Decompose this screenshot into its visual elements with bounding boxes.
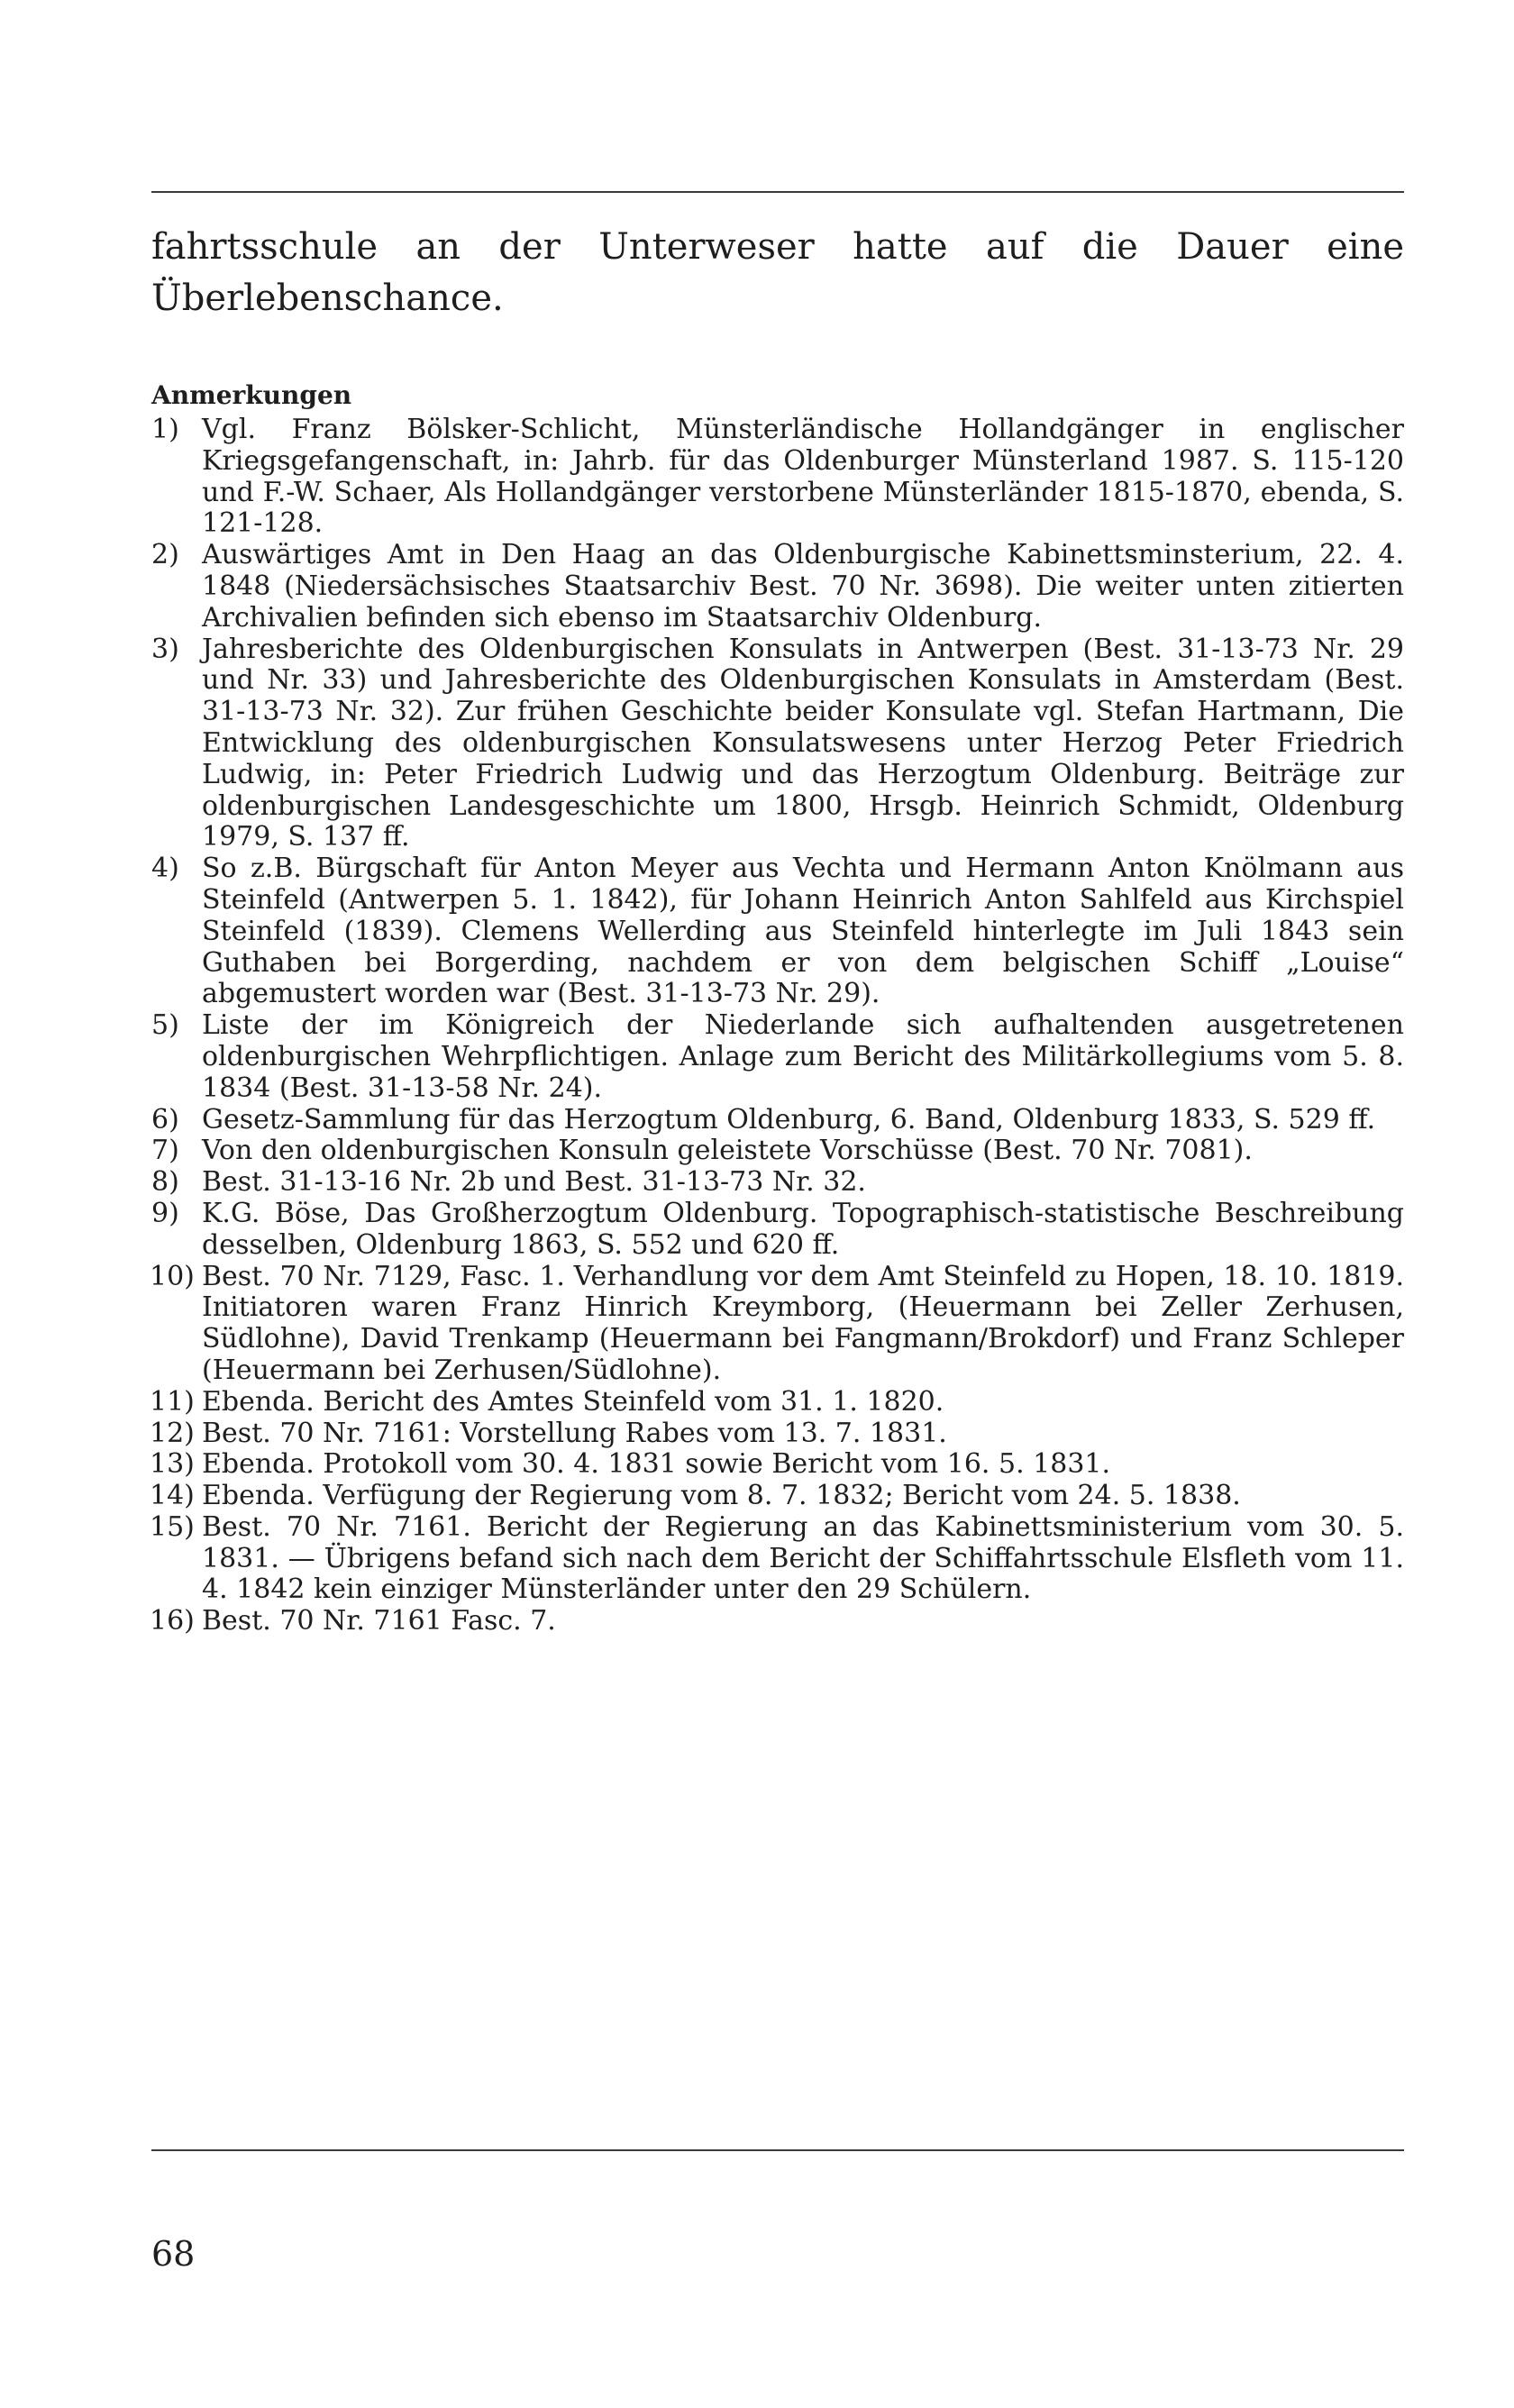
endnote-7 <box>151 1136 1404 1167</box>
endnote-text: Ebenda. Protokoll vom 30. 4. 1831 sowie Bericht vom 16. 5. 1831. <box>202 1448 1111 1481</box>
endnote-number: 8) <box>151 1166 179 1199</box>
endnote-6 <box>151 1105 1404 1136</box>
endnote-text: Liste der im Königreich der Niederlande sich aufhaltenden ausgetretenen oldenburgischen Wehrpflichtigen. Anlage zum Bericht des Militärkollegiums vom 5. 8. 1834 (Best. 31-13-58 Nr. 24). <box>202 1009 1404 1104</box>
endnote-number: 6) <box>151 1103 179 1136</box>
endnote-number: 11) <box>150 1385 195 1418</box>
endnote-number: 1) <box>151 414 179 445</box>
endnote-text: Best. 70 Nr. 7129, Fasc. 1. Verhandlung vor dem Amt Steinfeld zu Hopen, 18. 10. 1819. Initiatoren waren Franz Hinrich Kreymborg, (Heuermann bei Zeller Zerhusen, Südlohne), David Trenkamp (Heuermann bei Fangmann/Brokdorf) und Franz Schleper (Heuermann bei Zerhusen/Südlohne). <box>202 1260 1404 1386</box>
endnotes-heading: Anmerkungen <box>151 380 352 410</box>
endnote-text: Best. 31-13-16 Nr. 2b und Best. 31-13-73 Nr. 32. <box>202 1166 866 1199</box>
body-paragraph: fahrtsschule an der Unterweser hatte auf die Dauer eine Überlebenschance. <box>151 226 1404 319</box>
endnote-number: 7) <box>151 1135 179 1167</box>
endnote-10 <box>151 1262 1404 1387</box>
endnote-number: 5) <box>151 1009 179 1042</box>
endnote-13 <box>151 1449 1404 1481</box>
endnote-8 <box>151 1167 1404 1199</box>
endnote-number: 3) <box>151 633 179 665</box>
endnote-text: Von den oldenburgischen Konsuln geleistete Vorschüsse (Best. 70 Nr. 7081). <box>202 1135 1253 1167</box>
endnote-3 <box>151 634 1404 854</box>
endnotes-section <box>151 379 1404 1637</box>
endnote-text: Gesetz-Sammlung für das Herzogtum Oldenburg, 6. Band, Oldenburg 1833, S. 529 ff. <box>202 1103 1376 1136</box>
endnote-number: 14) <box>150 1480 195 1512</box>
top-rule <box>151 191 1404 193</box>
endnote-text: So z.B. Bürgschaft für Anton Meyer aus Vechta und Hermann Anton Knölmann aus Steinfeld (Antwerpen 5. 1. 1842), für Johann Heinrich Anton Sahlfeld aus Kirchspiel Steinfeld (1839). Clemens Wellerding aus Steinfeld hinterlegte im Juli 1843 sein Guthaben bei Borgerding, nachdem er von dem belgischen Schiff „Louise“ abgemustert worden war (Best. 31-13-73 Nr. 29). <box>202 853 1404 1010</box>
endnote-number: 9) <box>151 1197 179 1229</box>
endnote-14 <box>151 1481 1404 1512</box>
endnote-text: Best. 70 Nr. 7161 Fasc. 7. <box>202 1605 556 1637</box>
bottom-rule <box>151 2149 1404 2151</box>
endnote-5 <box>151 1010 1404 1104</box>
endnote-12 <box>151 1418 1404 1450</box>
endnote-1 <box>151 415 1404 540</box>
endnotes-list <box>151 415 1404 1637</box>
endnote-number: 16) <box>150 1605 195 1637</box>
endnote-number: 4) <box>151 853 179 885</box>
endnote-text: K.G. Böse, Das Großherzogtum Oldenburg. Topographisch-statistische Beschreibung desselben, Oldenburg 1863, S. 552 und 620 ff. <box>202 1197 1404 1261</box>
endnote-11 <box>151 1387 1404 1418</box>
endnote-text: Ebenda. Bericht des Amtes Steinfeld vom 31. 1. 1820. <box>202 1385 944 1418</box>
endnote-15 <box>151 1512 1404 1606</box>
endnote-text: Best. 70 Nr. 7161. Bericht der Regierung an das Kabinettsministerium vom 30. 5. 1831. — Übrigens befand sich nach dem Bericht der Schiffahrtsschule Elsfleth vom 11. 4. 1842 kein einziger Münsterländer unter den 29 Schülern. <box>202 1510 1404 1606</box>
endnote-text: Jahresberichte des Oldenburgischen Konsulats in Antwerpen (Best. 31-13-73 Nr. 29 und Nr. 33) und Jahresberichte des Oldenburgischen Konsulats in Amsterdam (Best. 31-13-73 Nr. 32). Zur frühen Geschichte beider Konsulate vgl. Stefan Hartmann, Die Entwicklung des oldenburgischen Konsulatswesens unter Herzog Peter Friedrich Ludwig, in: Peter Friedrich Ludwig und das Herzogtum Oldenburg. Beiträge zur oldenburgischen Landesgeschichte um 1800, Hrsgb. Heinrich Schmidt, Oldenburg 1979, S. 137 ff. <box>202 633 1404 853</box>
endnote-text: Auswärtiges Amt in Den Haag an das Oldenburgische Kabinettsminsterium, 22. 4. 1848 (Niedersächsisches Staatsarchiv Best. 70 Nr. 3698). Die weiter unten zitierten Archivalien befinden sich ebenso im Staatsarchiv Oldenburg. <box>202 539 1404 634</box>
endnote-number: 15) <box>150 1510 195 1543</box>
endnote-4 <box>151 853 1404 1010</box>
page-number: 68 <box>151 2234 196 2274</box>
endnote-9 <box>151 1199 1404 1262</box>
endnote-16 <box>151 1606 1404 1637</box>
endnote-text: Best. 70 Nr. 7161: Vorstellung Rabes vom 13. 7. 1831. <box>202 1417 947 1449</box>
endnote-number: 13) <box>150 1448 195 1481</box>
endnote-2 <box>151 540 1404 634</box>
endnote-number: 10) <box>150 1260 195 1292</box>
endnote-number: 2) <box>151 539 179 571</box>
endnote-number: 12) <box>150 1417 195 1449</box>
endnote-text: Vgl. Franz Bölsker-Schlicht, Münsterländische Hollandgänger in englischer Kriegsgefangenschaft, in: Jahrb. für das Oldenburger Münsterland 1987. S. 115-120 und F.-W. Schaer, Als Hollandgänger verstorbene Münsterländer 1815-1870, ebenda, S. 121-128. <box>202 414 1404 540</box>
endnote-text: Ebenda. Verfügung der Regierung vom 8. 7. 1832; Bericht vom 24. 5. 1838. <box>202 1480 1241 1512</box>
